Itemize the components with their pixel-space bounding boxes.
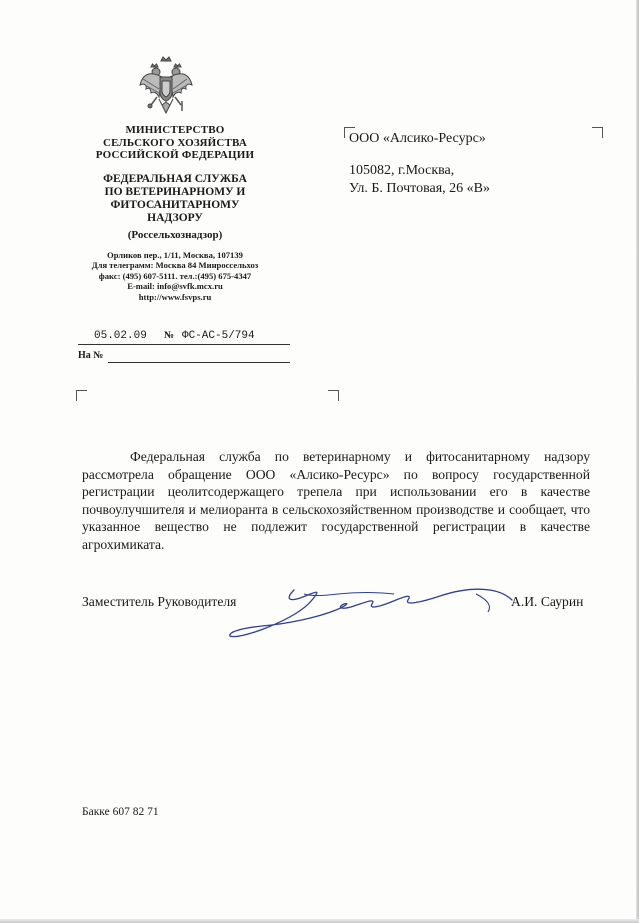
ministry-line: МИНИСТЕРСТВО [125, 124, 225, 136]
page-edge-bottom [0, 919, 639, 923]
contact-phone: факс: (495) 607-5111. тел.:(495) 675-4347 [98, 270, 252, 281]
outgoing-reference [78, 330, 290, 345]
service-line: НАДЗОРУ [147, 211, 203, 224]
recipient-name: ООО «Алсико-Ресурс» [349, 131, 486, 146]
service-line: ФЕДЕРАЛЬНАЯ СЛУЖБА [103, 172, 247, 185]
incoming-reference-label: На № [78, 350, 104, 361]
coat-of-arms-icon [137, 55, 195, 119]
ministry-name [60, 124, 290, 162]
subject-corner-mark [76, 390, 87, 401]
ministry-line: СЕЛЬСКОГО ХОЗЯЙСТВА [102, 136, 248, 149]
reference-number: ФС-АС-5/794 [182, 330, 255, 342]
letterhead [60, 124, 290, 302]
service-line: ФИТОСАНИТАРНОМУ [110, 198, 240, 211]
contact-telegram: Для телеграмм: Москва 84 Минроссельхоз [91, 260, 259, 270]
letter-body: Федеральная служба по ветеринарному и фитосанитарному надзору рассмотрела обращение ООО «Алсико-Ресурс» по вопросу государственной регистрации цеолитсодержащего трепела при использовании его в качестве почвоулучшителя и мелиоранта в сельскохозяйственном производстве и сообщает, что указанное вещество не подлежит государственной регистрации в качестве агрохимиката. [82, 449, 590, 552]
contact-address: Орликов пер., 1/11, Москва, 107139 [107, 249, 243, 260]
service-name [60, 173, 290, 225]
handwritten-signature [226, 580, 516, 642]
executor-note: Бакке 607 82 71 [82, 806, 159, 818]
contact-website: http://www.fsvps.ru [138, 291, 212, 302]
recipient-address-line: Ул. Б. Почтовая, 26 «В» [349, 181, 490, 196]
signatory-name: А.И. Саурин [511, 594, 584, 609]
signatory-title: Заместитель Руководителя [82, 594, 237, 609]
contact-email: E-mail: info@svfk.mcx.ru [127, 281, 223, 291]
ministry-line: РОССИЙСКОЙ ФЕДЕРАЦИИ [95, 149, 255, 161]
recipient-address-line: 105082, г.Москва, [349, 163, 455, 178]
number-sign: № [164, 330, 175, 341]
service-short-name: (Россельхознадзор) [127, 228, 223, 241]
recipient-block [349, 130, 599, 198]
reference-date: 05.02.09 [94, 330, 147, 342]
incoming-reference-rule [108, 362, 290, 363]
incoming-reference [78, 350, 290, 363]
contact-block [60, 250, 290, 303]
subject-corner-mark [328, 390, 339, 401]
service-line: ПО ВЕТЕРИНАРНОМУ И [104, 185, 246, 198]
